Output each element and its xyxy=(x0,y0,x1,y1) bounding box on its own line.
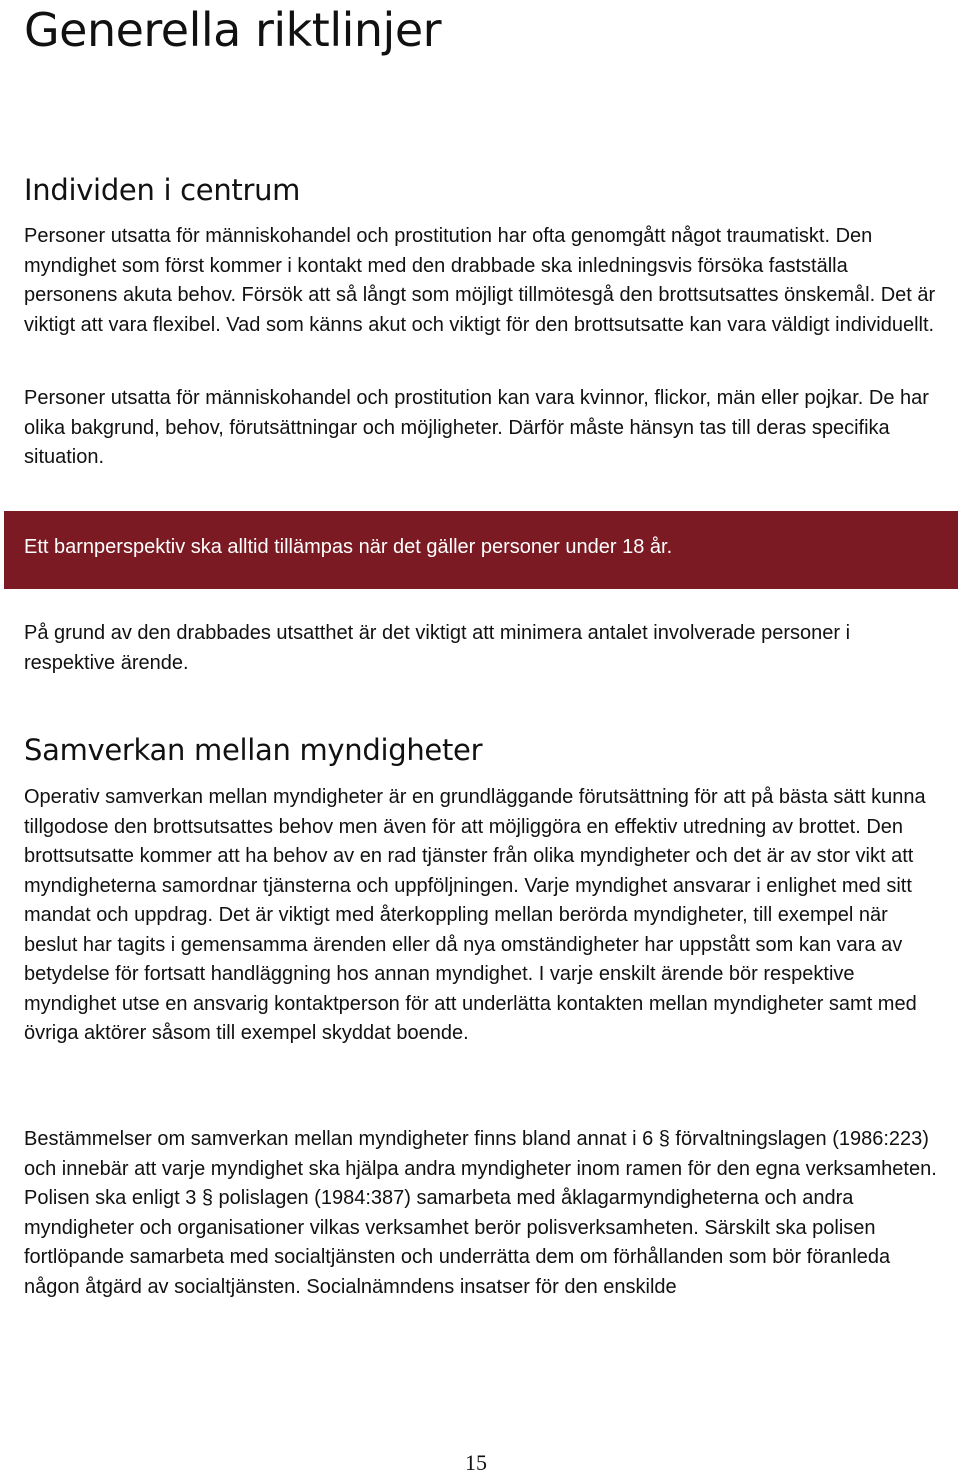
paragraph-operativ-samverkan: Operativ samverkan mellan myndigheter är en grundläggande förutsättning för att på bästa sätt kunna tillgodose den brottsutsattes behov men även för att möjliggöra en effektiv utredning av brottet. Den brottsutsatte kommer att ha behov av en rad tjänster från olika myndigheter och det är av stor vikt att myndigheterna samordnar tjänsterna och uppföljningen. Varje myndighet ansvarar i enlighet med sitt mandat och uppdrag. Det är viktigt med återkoppling mellan berörda myndigheter, till exempel när beslut har tagits i gemensamma ärenden eller då nya omständigheter har uppstått som kan vara av betydelse för fortsatt handläggning hos annan myndighet. I varje enskilt ärende bör respektive myndighet utse en ansvarig kontaktperson för att underlätta kontakten mellan myndigheter samt med övriga aktörer såsom till exempel skyddat boende. xyxy=(24,786,926,1044)
section-heading-samverkan-mellan-myndigheter: Samverkan mellan myndigheter xyxy=(24,733,483,767)
highlight-banner xyxy=(4,511,958,589)
paragraph-akuta-behov: Personer utsatta för människohandel och prostitution har ofta genomgått något traumatiskt. Den myndighet som först kommer i kontakt med den drabbade ska inledningsvis försöka fastställa personens akuta behov. Försök att så långt som möjligt tillmötesgå den brottsutsattes önskemål. Det är viktigt att vara flexibel. Vad som känns akut och viktigt för den brottsutsatte kan vara väldigt individuellt. xyxy=(24,225,936,336)
page-number: 15 xyxy=(465,1450,487,1475)
paragraph-bestammelser: Bestämmelser om samverkan mellan myndigheter finns bland annat i 6 § förvaltningslagen (1986:223) och innebär att varje myndighet ska hjälpa andra myndigheter inom ramen för den egna verksamheten. Polisen ska enligt 3 § polislagen (1984:387) samarbeta med åklagarmyndigheterna och andra myndigheter och organisationer vilkas verksamhet berör polisverksamheten. Särskilt ska polisen fortlöpande samarbeta med socialtjänsten och underrätta dem om förhållanden som bör föranleda någon åtgärd av socialtjänsten. Socialnämndens insatser för den enskilde xyxy=(24,1128,937,1298)
highlight-banner-text: Ett barnperspektiv ska alltid tillämpas när det gäller personer under 18 år. xyxy=(24,536,673,558)
section-heading-individen-i-centrum: Individen i centrum xyxy=(24,173,301,207)
page-title: Generella riktlinjer xyxy=(24,3,442,57)
paragraph-minimera-involverade: På grund av den drabbades utsatthet är det viktigt att minimera antalet involverade personer i respektive ärende. xyxy=(24,622,851,674)
paragraph-specifik-situation: Personer utsatta för människohandel och prostitution kan vara kvinnor, flickor, män eller pojkar. De har olika bakgrund, behov, förutsättningar och möjligheter. Därför måste hänsyn tas till deras specifika situation. xyxy=(24,387,929,468)
